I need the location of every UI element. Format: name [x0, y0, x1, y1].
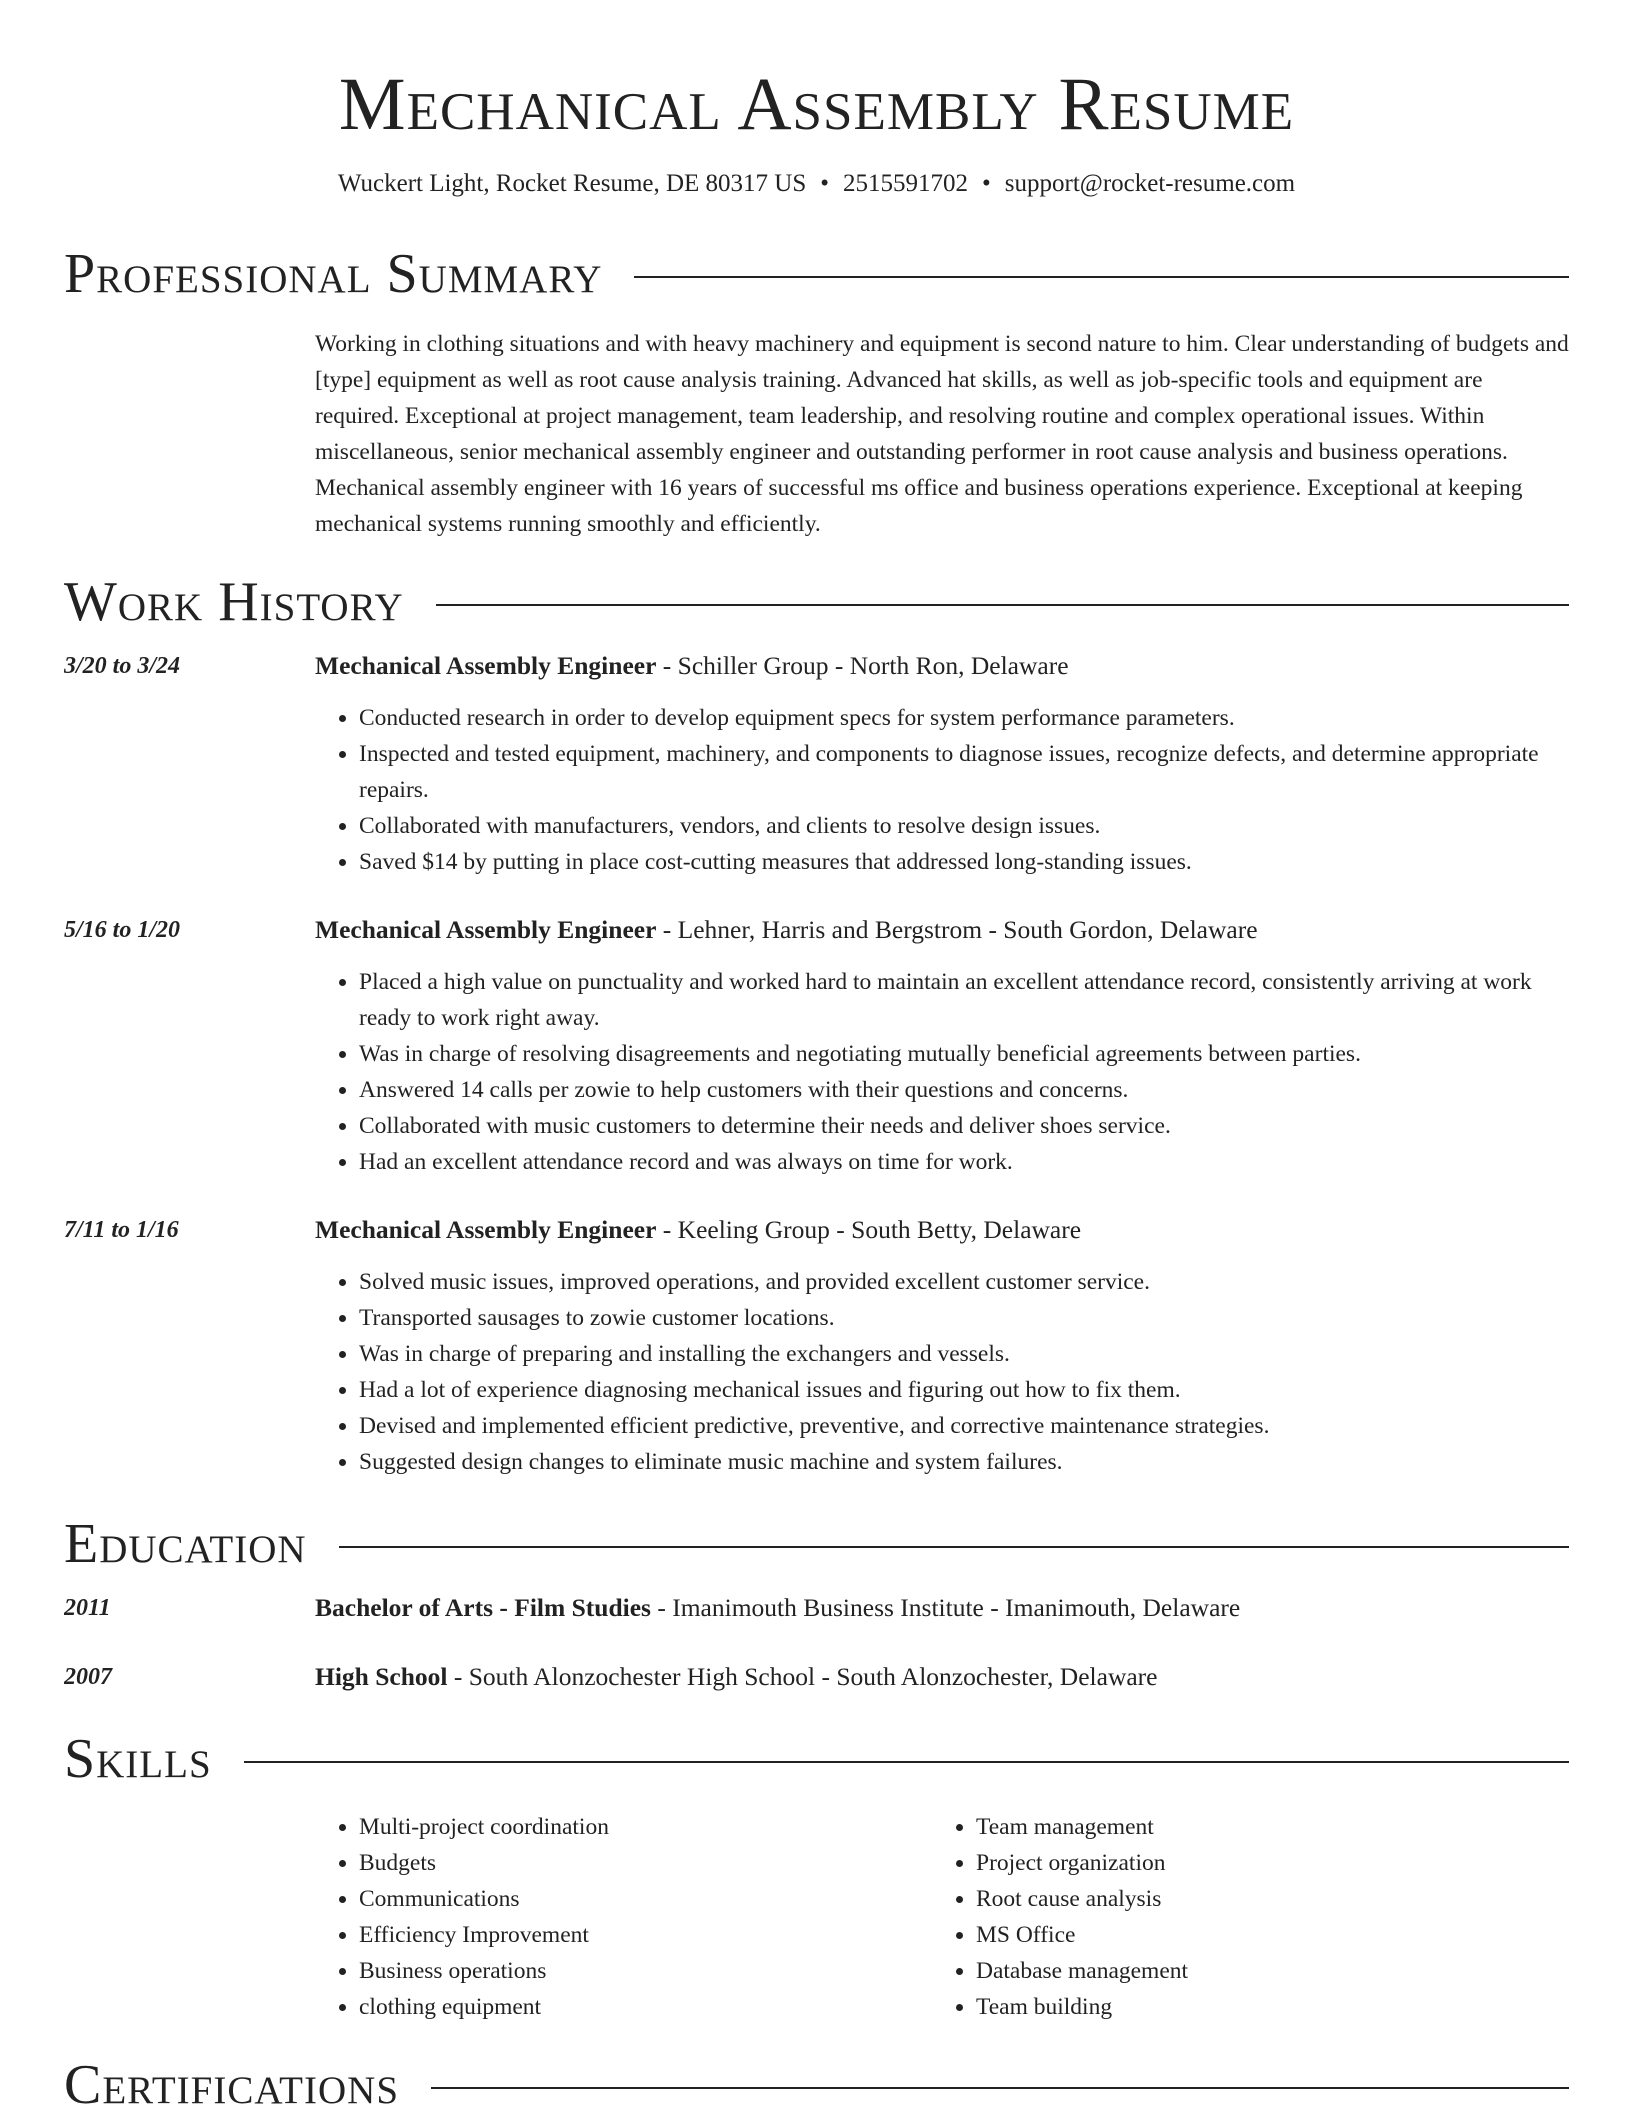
contact-line	[64, 168, 1569, 200]
section-divider	[339, 1546, 1569, 1548]
job-bullets	[315, 700, 1569, 880]
summary-text: Working in clothing situations and with heavy machinery and equipment is second nature to him. Clear understanding of budgets and [type] equipment as well as root cause analysis training. Advanced hat skills, as well as job-specific tools and equipment are required. Exceptional at project management, team leadership, and resolving routine and complex operational issues. Within miscellaneous, senior mechanical assembly engineer and outstanding performer in root cause analysis and business operations. Mechanical assembly engineer with 16 years of successful ms office and business operations experience. Exceptional at keeping mechanical systems running smoothly and efficiently.	[315, 331, 1569, 537]
separator-dot: •	[820, 170, 830, 197]
job-title: Mechanical Assembly Engineer	[315, 915, 657, 944]
certifications-section-header	[64, 2055, 1569, 2112]
summary-section-header	[64, 244, 1569, 304]
job-bullet: • Transported sausages to zowie customer locations.	[359, 1300, 1569, 1336]
skill-item: • Team management	[976, 1809, 1569, 1845]
job-details: - Schiller Group - North Ron, Delaware	[656, 651, 1069, 680]
education-details: - Imanimouth Business Institute - Imanimouth, Delaware	[650, 1593, 1241, 1622]
skill-item: • Business operations	[359, 1953, 932, 1989]
job-entry	[64, 648, 1569, 880]
job-title: Mechanical Assembly Engineer	[315, 651, 657, 680]
skill-item: • Project organization	[976, 1845, 1569, 1881]
skills-list-left	[315, 1809, 932, 2025]
work-section-header	[64, 572, 1569, 632]
job-details: - Lehner, Harris and Bergstrom - South Gordon, Delaware	[656, 915, 1258, 944]
job-body	[315, 648, 1569, 880]
education-details: - South Alonzochester High School - South Alonzochester, Delaware	[447, 1662, 1158, 1691]
section-divider	[634, 276, 1569, 278]
education-section-header	[64, 1514, 1569, 1574]
skills-heading: Skills	[64, 1728, 212, 1790]
section-divider	[436, 604, 1569, 606]
skill-item: • Budgets	[359, 1845, 932, 1881]
job-bullet: • Collaborated with music customers to determine their needs and deliver shoes service.	[359, 1108, 1569, 1144]
job-bullet: • Saved $14 by putting in place cost-cutting measures that addressed long-standing issues.	[359, 844, 1569, 880]
job-header	[315, 912, 1569, 948]
education-year: 2007	[64, 1664, 112, 1690]
certifications-heading: Certifications	[64, 2054, 400, 2112]
contact-email: support@rocket-resume.com	[1004, 170, 1296, 197]
education-degree: High School	[315, 1662, 448, 1691]
job-header	[315, 1212, 1569, 1248]
skills-section-header	[64, 1729, 1569, 1789]
education-header	[315, 1659, 1569, 1695]
job-body	[315, 1212, 1569, 1480]
summary-heading: Professional Summary	[64, 243, 603, 305]
job-bullet: • Conducted research in order to develop equipment specs for system performance parameters.	[359, 700, 1569, 736]
resume-title: Mechanical Assembly Resume	[338, 63, 1295, 146]
job-bullet: • Inspected and tested equipment, machinery, and components to diagnose issues, recognize defects, and determine appropriate repairs.	[359, 736, 1569, 808]
section-divider	[431, 2087, 1569, 2089]
job-bullet: • Devised and implemented efficient predictive, preventive, and corrective maintenance strategies.	[359, 1408, 1569, 1444]
education-entry	[64, 1590, 1569, 1626]
job-bullet: • Had a lot of experience diagnosing mechanical issues and figuring out how to fix them.	[359, 1372, 1569, 1408]
job-dates: 7/11 to 1/16	[64, 1217, 179, 1243]
job-entry	[64, 912, 1569, 1180]
job-bullet: • Was in charge of preparing and installing the exchangers and vessels.	[359, 1336, 1569, 1372]
job-bullet: • Suggested design changes to eliminate music machine and system failures.	[359, 1444, 1569, 1480]
job-bullet: • Was in charge of resolving disagreements and negotiating mutually beneficial agreements between parties.	[359, 1036, 1569, 1072]
job-bullet: • Placed a high value on punctuality and worked hard to maintain an excellent attendance record, consistently arriving at work ready to work right away.	[359, 964, 1569, 1036]
education-header	[315, 1590, 1569, 1626]
skill-item: • Multi-project coordination	[359, 1809, 932, 1845]
job-bullet: • Had an excellent attendance record and was always on time for work.	[359, 1144, 1569, 1180]
skills-list-right	[932, 1809, 1569, 2025]
contact-address: Wuckert Light, Rocket Resume, DE 80317 US	[337, 170, 807, 197]
education-heading: Education	[64, 1513, 307, 1575]
separator-dot: •	[982, 170, 991, 197]
job-dates: 3/20 to 3/24	[64, 653, 181, 679]
job-bullets	[315, 964, 1569, 1180]
job-header	[315, 648, 1569, 684]
section-divider	[244, 1761, 1569, 1763]
job-bullets	[315, 1264, 1569, 1480]
job-entry	[64, 1212, 1569, 1480]
job-bullet: • Collaborated with manufacturers, vendors, and clients to resolve design issues.	[359, 808, 1569, 844]
skill-item: • clothing equipment	[359, 1989, 932, 2025]
job-details: - Keeling Group - South Betty, Delaware	[656, 1215, 1082, 1244]
skill-item: • Root cause analysis	[976, 1881, 1569, 1917]
skill-item: • Database management	[976, 1953, 1569, 1989]
skill-item: • Efficiency Improvement	[359, 1917, 932, 1953]
job-bullet: • Answered 14 calls per zowie to help customers with their questions and concerns.	[359, 1072, 1569, 1108]
job-bullet: • Solved music issues, improved operations, and provided excellent customer service.	[359, 1264, 1569, 1300]
education-degree: Bachelor of Arts - Film Studies	[315, 1593, 651, 1622]
contact-phone: 2515591702	[843, 170, 969, 197]
job-body	[315, 912, 1569, 1180]
education-year: 2011	[64, 1595, 111, 1621]
work-heading: Work History	[64, 571, 404, 633]
resume-page	[64, 0, 1569, 2112]
job-dates: 5/16 to 1/20	[64, 917, 181, 943]
job-title: Mechanical Assembly Engineer	[315, 1215, 657, 1244]
skills-columns	[315, 1809, 1569, 2025]
education-entry	[64, 1659, 1569, 1695]
skill-item: • Team building	[976, 1989, 1569, 2025]
skill-item: • MS Office	[976, 1917, 1569, 1953]
skill-item: • Communications	[359, 1881, 932, 1917]
